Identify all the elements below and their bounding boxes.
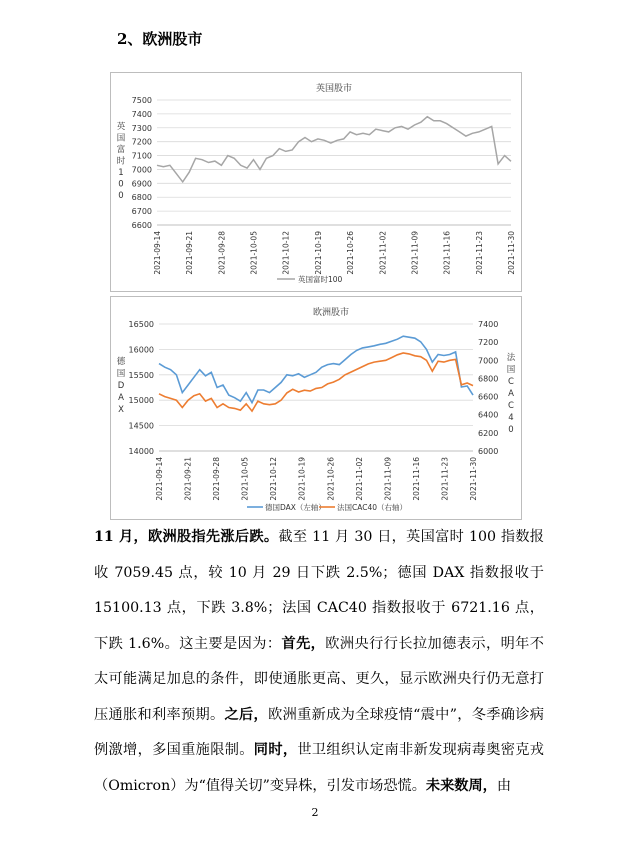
- uk-series-line-ftse100: [157, 117, 511, 182]
- uk-y-tick-label: 7300: [131, 123, 152, 133]
- uk-x-tick-label: 2021-10-05: [249, 231, 259, 275]
- europe-right-y-tick-label: 6600: [478, 392, 499, 402]
- uk-x-tick-label: 2021-10-26: [346, 231, 356, 275]
- europe-x-tick-label: 2021-10-26: [326, 457, 336, 501]
- paragraph-text-run: 截至 11 月 30 日，英国富时 100 指数报收 7059.45 点，较 10 月 29 日下跌 2.5%；德国 DAX 指数报收于 15100.13 点，下跌 3.8%；法国 CAC40 指数报收于 6721.16 点，下跌 1.6%。这主要是因为：: [94, 529, 544, 652]
- uk-x-tick-label: 2021-09-28: [217, 231, 227, 275]
- uk-x-tick-label: 2021-10-12: [281, 231, 291, 275]
- europe-x-tick-label: 2021-11-30: [469, 457, 478, 501]
- europe-right-y-axis-label: 法国 C A C 4 0: [506, 353, 516, 435]
- uk-y-tick-label: 6800: [131, 193, 152, 203]
- europe-right-y-tick-label: 7200: [478, 338, 499, 348]
- uk-y-tick-label: 6700: [131, 207, 152, 217]
- europe-series-line-cac40: [159, 353, 473, 411]
- paragraph-bold-run: 未来数周，: [425, 777, 497, 794]
- europe-left-y-tick-label: 15500: [128, 370, 154, 380]
- europe-right-y-tick-label: 7400: [478, 320, 499, 329]
- europe-x-tick-label: 2021-09-14: [155, 457, 164, 501]
- europe-series-line-dax: [159, 336, 473, 403]
- uk-x-tick-label: 2021-09-14: [153, 231, 162, 275]
- europe-x-tick-label: 2021-11-02: [354, 457, 364, 501]
- europe-left-y-tick-label: 14500: [128, 421, 154, 431]
- europe-stock-chart-svg: [111, 297, 521, 519]
- uk-y-tick-label: 6600: [131, 221, 152, 230]
- uk-x-tick-label: 2021-10-19: [313, 231, 323, 275]
- paragraph-text-run: 欧洲央行行长拉加德表示，明年不太可能满足加息的条件，即使通胀更高、更久，显示欧洲央行仍无意打压通胀和利率预期。: [94, 635, 544, 723]
- market-commentary-paragraph: [94, 520, 544, 804]
- uk-y-tick-label: 6900: [131, 179, 152, 189]
- paragraph-bold-run: 首先，: [281, 635, 326, 652]
- europe-left-y-axis-label: 德国 D A X: [116, 357, 126, 415]
- europe-x-tick-label: 2021-10-19: [297, 457, 307, 501]
- uk-y-axis-label: 英国富时 1 0 0: [116, 122, 126, 201]
- paragraph-bold-run: 11 月，欧洲股指先涨后跌。: [94, 529, 279, 545]
- uk-y-tick-label: 7400: [131, 109, 152, 119]
- europe-left-y-tick-label: 16000: [128, 345, 154, 355]
- section-title: 2、欧洲股市: [117, 30, 203, 48]
- europe-x-tick-label: 2021-10-12: [269, 457, 279, 501]
- europe-x-tick-label: 2021-11-09: [383, 457, 393, 501]
- paragraph-text-run: 由: [496, 777, 512, 794]
- paragraph-bold-run: 同时，: [253, 742, 298, 758]
- uk-y-tick-label: 7000: [131, 165, 152, 175]
- europe-chart-title: 欧洲股市: [312, 308, 350, 318]
- europe-x-tick-label: 2021-09-21: [183, 457, 193, 501]
- paragraph-text-run: 欧洲重新成为全球疫情“震中”，冬季确诊病例激增，多国重施限制。: [94, 706, 544, 758]
- uk-x-tick-label: 2021-11-30: [507, 231, 516, 275]
- europe-left-y-tick-label: 15000: [128, 396, 154, 406]
- uk-y-tick-label: 7200: [131, 137, 152, 147]
- europe-right-y-tick-label: 6400: [478, 410, 499, 420]
- europe-x-tick-label: 2021-11-16: [411, 457, 421, 501]
- uk-x-tick-label: 2021-11-23: [474, 231, 484, 275]
- europe-right-y-tick-label: 6200: [478, 428, 499, 438]
- europe-legend-label-dax: 德国DAX（左轴）: [265, 503, 326, 512]
- europe-left-y-tick-label: 16500: [128, 320, 154, 329]
- uk-stock-chart-svg: [111, 73, 521, 291]
- paragraph-text-run: 世卫组织认定南非新发现病毒奥密克戎（Omicron）为“值得关切”变异株，引发市场恐慌。: [94, 742, 544, 794]
- europe-right-y-tick-label: 6000: [478, 447, 499, 456]
- europe-left-y-tick-label: 14000: [128, 447, 154, 456]
- europe-x-tick-label: 2021-11-23: [440, 457, 450, 501]
- uk-y-tick-label: 7500: [131, 96, 152, 105]
- europe-stock-chart: [110, 296, 522, 520]
- page-number: 2: [311, 806, 319, 819]
- uk-y-tick-label: 7100: [131, 151, 152, 161]
- europe-x-tick-label: 2021-09-28: [212, 457, 222, 501]
- paragraph-bold-run: 之后，: [224, 706, 269, 723]
- europe-right-y-tick-label: 6800: [478, 374, 499, 384]
- uk-stock-chart: [110, 72, 522, 292]
- uk-x-tick-label: 2021-11-16: [442, 231, 452, 275]
- uk-x-tick-label: 2021-09-21: [185, 231, 195, 275]
- europe-x-tick-label: 2021-10-05: [240, 457, 250, 501]
- uk-x-tick-label: 2021-11-09: [410, 231, 420, 275]
- europe-right-y-tick-label: 7000: [478, 356, 499, 366]
- europe-legend-label-cac40: 法国CAC40（右轴）: [337, 503, 408, 512]
- uk-chart-title: 英国股市: [315, 84, 353, 94]
- uk-legend-label: 英国富时100: [298, 275, 343, 284]
- uk-x-tick-label: 2021-11-02: [378, 231, 388, 275]
